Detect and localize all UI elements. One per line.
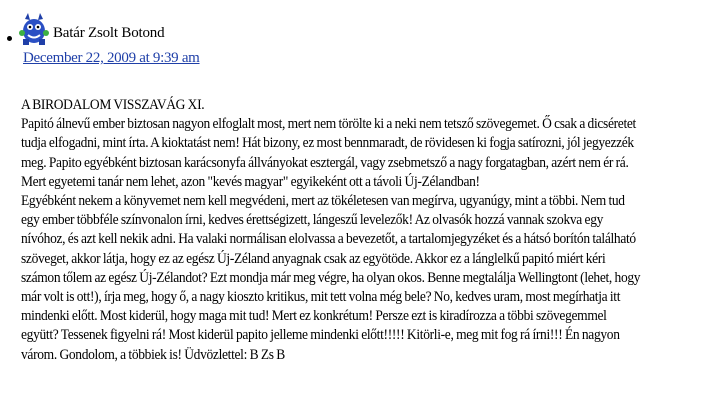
comment-line: már volt is ott!), írja meg, hogy ő, a nagy kioszto kritikus, mit tett volna még bele? No, kedves uram, most megírhatja itt [21, 289, 621, 306]
comment-line: egy ember többféle színvonalon írni, kedves érettségizett, lángeszű levelezők! Az olvasók hozzá vannak szokva egy [21, 212, 604, 229]
comment-line: számon tőlem az egész Új-Zélandot? Ezt mondja már meg végre, ha olyan okos. Benne megtalálja Wellingtont (lehet, hogy [21, 269, 641, 286]
comment-line: Egyébként nekem a könyvemet nem kell megvédeni, mert az tökéletesen van megírva, ugyanúgy, mint a többi. Nem tud [21, 193, 625, 210]
comment-date-link[interactable]: December 22, 2009 at 9:39 am [23, 50, 200, 66]
comment-line: várom. Gondolom, a többiek is! Üdvözlettel: B Zs B [21, 346, 285, 363]
comment-line: nívóhoz, és azt kell nekik adni. Ha valaki normálisan elolvassa a bevezetőt, a tartalomjegyzéket és a hátsó borítón található [21, 231, 636, 248]
comment-line: Mert egyetemi tanár nem lehet, azon "kevés magyar" egyikeként ott a távoli Új-Zélandban! [21, 173, 480, 190]
comment-line: mindenki előtt. Most kiderül, hogy maga mit tud! Mert ez konkrétum! Persze ezt is kiradírozza a többi szövegemmel [21, 308, 607, 325]
comment-author: Batár Zsolt Botond [53, 25, 165, 41]
comment-line: szöveget, akkor látja, hogy ez az egész Új-Zéland anyagnak csak az egyötöde. Akkor ez a lánglelkű papitó miért kéri [21, 250, 606, 267]
comment-title: A BIRODALOM VISSZAVÁG XI. [21, 97, 205, 113]
comment-line: Papitó álnevű ember biztosan nagyon elfoglalt most, mert nem törölte ki a neki nem tetsző szövegemet. Ő csak a dicséretet [21, 116, 636, 133]
list-bullet [7, 36, 12, 41]
comment-line: tudja elfogadni, mint írta. A kioktatást nem! Hát bizony, ez most bennmaradt, de rövidesen ki fogja satírozni, jól jegyezzék [21, 135, 634, 152]
comment-line: együtt? Tessenek figyelni rá! Most kiderül papito jelleme mindenki előtt!!!!! Kitörli-e, meg mit fog rá írni!!! Én nagyon [21, 327, 620, 344]
avatar-icon [19, 11, 49, 47]
comment-body [21, 96, 657, 365]
comment-line: meg. Papito egyébként biztosan karácsonyfa állványokat esztergál, vagy zsebmetsző a nagy forgatagban, azért nem ér rá. [21, 154, 629, 171]
